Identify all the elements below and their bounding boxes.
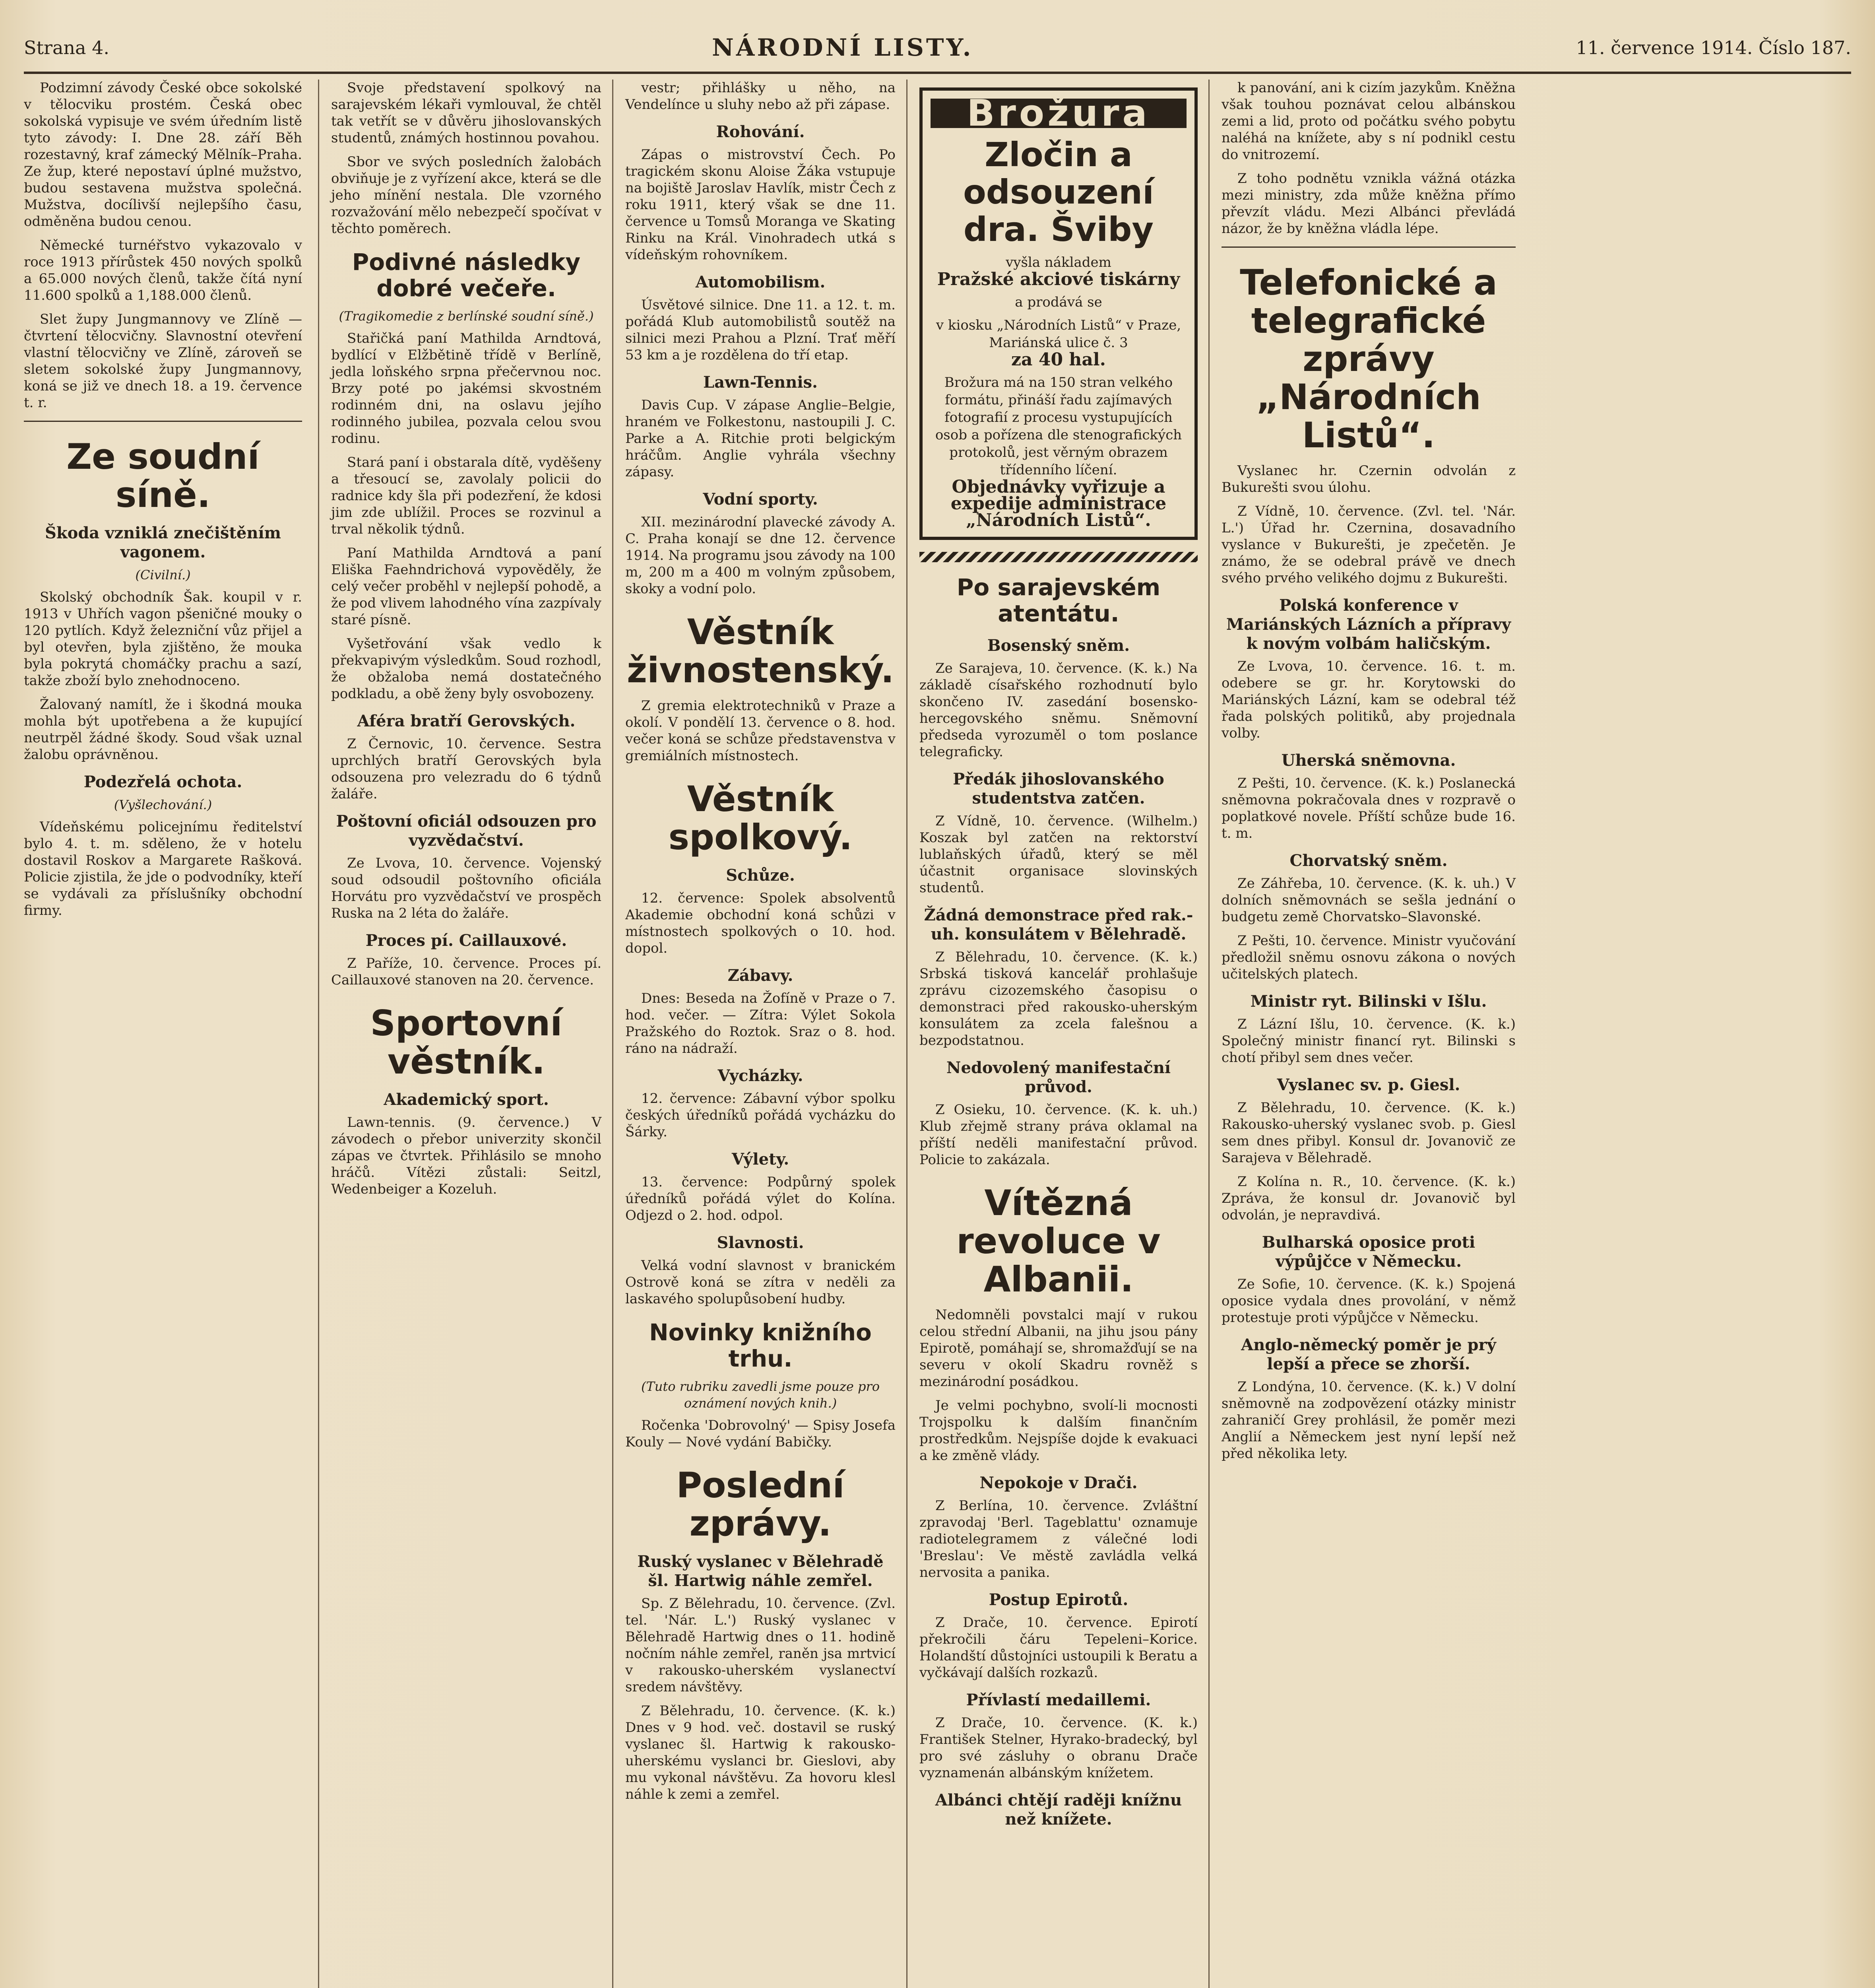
- section-heading: Ze soudní síně.: [66, 436, 260, 515]
- subsection-heading: Schůze.: [726, 866, 795, 885]
- column-1: [24, 80, 314, 1988]
- article-subtitle: (Vyšlechování.): [114, 797, 212, 812]
- article-paragraph: Z Pešti, 10. července. Ministr vyučování předložil sněmu osnovu zákona o nových učitelských platech.: [1222, 933, 1516, 982]
- issue-date: 11. července 1914. Číslo 187.: [1576, 37, 1851, 58]
- subsection-heading: Vycházky.: [717, 1066, 803, 1085]
- article-paragraph: Z Lázní Išlu, 10. července. (K. k.) Společný ministr financí ryt. Bilinski s chotí přibyl sem dnes večer.: [1222, 1016, 1516, 1066]
- section-heading: Rohování.: [716, 122, 805, 141]
- article-paragraph: 12. července: Spolek absolventů Akademie obchodní koná schůzi v místnostech spolkových o 10. hod. dopol.: [625, 890, 896, 956]
- article-title: Uherská sněmovna.: [1281, 751, 1456, 770]
- article-title: Nepokoje v Drači.: [979, 1474, 1138, 1492]
- article-paragraph: Ročenka 'Dobrovolný' — Spisy Josefa Kouly — Nové vydání Babičky.: [625, 1417, 896, 1450]
- article-paragraph: Nedomněli povstalci mají v rukou celou střední Albanii, na jihu jsou pány Epirotě, pomáhají se, shromažďují se na severu v okolí Skadru rovněž s mezinárodní posádkou.: [919, 1307, 1198, 1390]
- article-paragraph: Z Bělehradu, 10. července. (K. k.) Dnes v 9 hod. več. dostavil se ruský vyslanec šl. Hartwig k rakousko-uherskému vyslanci br. Gieslovi, aby mu vykonal návštěvu. Za hovoru klesl náhle k zemi a zemřel.: [625, 1703, 896, 1802]
- article-paragraph: Z Kolína n. R., 10. července. (K. k.) Zpráva, že konsul dr. Jovanovič byl odvolán, je nepravdivá.: [1222, 1174, 1516, 1223]
- ad-address: v kiosku „Národních Listů“ v Praze, Mariánská ulice č. 3: [936, 317, 1181, 351]
- article-title: Přívlastí medaillemi.: [966, 1691, 1151, 1709]
- article-paragraph: Z Paříže, 10. července. Proces pí. Caillauxové stanoven na 20. července.: [331, 955, 601, 988]
- article-paragraph: 12. července: Zábavní výbor spolku českých úředníků pořádá vycházku do Šárky.: [625, 1091, 896, 1140]
- subsection-heading: Slavnosti.: [717, 1233, 804, 1252]
- ad-text: vyšla nákladem: [1006, 254, 1111, 270]
- article-paragraph: Úsvětové silnice. Dne 11. a 12. t. m. pořádá Klub automobilistů soutěž na silnici mezi Prahou a Plzní. Trať měří 53 km a je rozdělena do tří etap.: [625, 297, 896, 363]
- section-subtitle: (Tuto rubriku zavedli jsme pouze pro oznámení nových knih.): [641, 1379, 880, 1411]
- article-title: Vyslanec sv. p. Giesl.: [1277, 1076, 1460, 1094]
- column-2: [318, 80, 613, 1988]
- masthead: [24, 24, 1851, 74]
- article-title: Aféra bratří Gerovských.: [357, 712, 576, 730]
- column-5: [1208, 80, 1528, 1988]
- article-paragraph: Z Osieku, 10. července. (K. k. uh.) Klub zřejmě strany práva oklamal na příští neděli manifestační průvod. Policie to zakázala.: [919, 1102, 1198, 1168]
- article-title: Škoda vzniklá znečištěním vagonem.: [45, 524, 281, 561]
- section-heading: Vítězná revoluce v Albanii.: [956, 1182, 1161, 1300]
- ad-text: a prodává se: [1015, 294, 1102, 310]
- article-paragraph: Ze Lvova, 10. července. Vojenský soud odsoudil poštovního oficiála Horvátu pro vyzvědačství ve prospěch Ruska na 2 léta do žaláře.: [331, 855, 601, 921]
- ad-title: Zločin a odsouzení dra. Šviby: [963, 135, 1154, 249]
- newspaper-title: NÁRODNÍ LISTY.: [712, 34, 973, 62]
- article-paragraph: Stařičká paní Mathilda Arndtová, bydlící v Elžbětině třídě v Berlíně, jedla loňského srpna přečervnou noc. Brzy poté po jakémsi skvostném rodinném dni, na oslavu jejího rodinného jubilea, pozvala celou svou rodinu.: [331, 330, 601, 447]
- article-paragraph: Lawn-tennis. (9. července.) V závodech o přebor univerzity skončil zápas ve čtvrtek. Přihlásilo se mnoho hráčů. Vítězi zůstali: Seitzl, Wedenbeiger a Kozeluh.: [331, 1114, 601, 1197]
- article-paragraph: Stará paní i obstarala dítě, vyděšeny a třesoucí se, zavolaly policii do radnice kdy šla při podezření, že kdosi jim zde ublížil. Proces se rozvinul a trval několik týdnů.: [331, 454, 601, 537]
- article-title: Postup Epirotů.: [989, 1590, 1128, 1609]
- article-paragraph: XII. mezinárodní plavecké závody A. C. Praha konají se dne 12. července 1914. Na programu jsou závody na 100 m, 200 m a 400 m volným způsobem, skoky a vodní polo.: [625, 514, 896, 597]
- article-paragraph: Vídeňskému policejnímu ředitelství bylo 4. t. m. sděleno, že v hotelu dostavil Roskov a Margarete Rašková. Policie zjistila, že jde o podvodníky, kteří se vydávali za příslušníky obchodní firmy.: [24, 819, 302, 918]
- article-paragraph: Sp. Z Bělehradu, 10. července. (Zvl. tel. 'Nár. L.') Ruský vyslanec v Bělehradě Hartwig dnes o 11. hodině nočním náhle zemřel, raněn jsa mrtvicí v rakousko-uherském vyslanectví sredem návštěvy.: [625, 1596, 896, 1695]
- article-title: Anglo-německý poměr je prý lepší a přece se zhorší.: [1241, 1336, 1496, 1373]
- article-paragraph: Paní Mathilda Arndtová a paní Eliška Faehndrichová vypověděly, že celý večer proběhl v nejlepší pohodě, a že pod vlivem lahodného vína zazpívaly staré písně.: [331, 545, 601, 628]
- article-paragraph: Ze Sofie, 10. července. (K. k.) Spojená oposice vydala dnes provolání, v němž protestuje proti výpůjčce v Německu.: [1222, 1276, 1516, 1326]
- columns: [24, 80, 1852, 1988]
- subsection-heading: Výlety.: [731, 1150, 789, 1169]
- article-paragraph: Dnes: Beseda na Žofíně v Praze o 7. hod. večer. — Zítra: Výlet Sokola Pražského do Roztok. Sraz o 8. hod. ráno na nádraží.: [625, 990, 896, 1056]
- article-paragraph: Z Pešti, 10. července. (K. k.) Poslanecká sněmovna pokračovala dnes v rozpravě o poplatkové novele. Příští schůze bude 16. t. m.: [1222, 775, 1516, 841]
- article-paragraph: Ze Lvova, 10. července. 16. t. m. odebere se gr. hr. Korytowski do Mariánských Lázní, kam se odebral též řada polských politiků, aby projednala volby.: [1222, 658, 1516, 741]
- article-title: Ruský vyslanec v Bělehradě šl. Hartwig náhle zemřel.: [637, 1552, 884, 1590]
- subsection-heading: Zábavy.: [727, 966, 793, 985]
- article-paragraph: Podzimní závody České obce sokolské v tělocviku prostém. Česká obec sokolská vypisuje ve svém úředním listě tyto závody: I. Dne 28. září Běh rozestavný, kraf zámecký Mělník–Praha. Ze žup, které nepostaví úplné mužstvo, budou sestavena mužstva společná. Mužstva, docílivší nejlepšího času, odměněna budou cenou.: [24, 80, 302, 229]
- section-heading: Novinky knižního trhu.: [649, 1319, 872, 1372]
- article-title: Předák jihoslovanského studentstva zatčen.: [953, 770, 1164, 808]
- article-title: Chorvatský sněm.: [1289, 851, 1448, 870]
- article-paragraph: Z Černovic, 10. července. Sestra uprchlých bratří Gerovských byla odsouzena pro velezradu do 6 týdnů žaláře.: [331, 736, 601, 802]
- section-heading: Telefonické a telegrafické zprávy „Národních Listů“.: [1240, 262, 1497, 456]
- article-paragraph: Z Bělehradu, 10. července. (K. k.) Srbská tisková kancelář prohlašuje zprávu cizozemského časopisu o demonstraci před rakousko-uherským konsulátem za zcela falešnou a bezpodstatnou.: [919, 949, 1198, 1048]
- article-paragraph: Ze Záhřeba, 10. července. (K. k. uh.) V dolních sněmovnách se sešla jednání o budgetu země Chorvatsko–Slavonské.: [1222, 876, 1516, 925]
- article-paragraph: Zápas o mistrovství Čech. Po tragickém skonu Aloise Žáka vstupuje na bojiště Jaroslav Havlík, mistr Čech z roku 1911, který však se dne 11. července u Tomsů Moranga ve Skating Rinku na Král. Vinohradech utká s vídeňským rohovníkem.: [625, 147, 896, 263]
- article-paragraph: Skolský obchodník Šak. koupil v r. 1913 v Uhřích vagon pšeničné mouky o 120 pytlích. Když železniční vůz přijel a byl otevřen, byla zjištěno, že mouka byla pokrytá chomáčky prachu a sazí, takže zboží bylo znehodnoceno.: [24, 589, 302, 689]
- section-heading: Věstník spolkový.: [668, 779, 853, 858]
- article-title: Akademický sport.: [384, 1090, 549, 1109]
- column-3: [612, 80, 907, 1988]
- article-paragraph: Slet župy Jungmannovy ve Zlíně — čtvrtení tělocvičny. Slavnostní otevření vlastní tělocvičny ve Zlíně, zároveň se sletem sokolské župy Jungmannovy, koná se již ve dnech 18. a 19. července t. r.: [24, 311, 302, 411]
- article-title: Podezřelá ochota.: [83, 773, 242, 791]
- section-heading: Věstník živnostenský.: [626, 612, 894, 691]
- article-paragraph: Velká vodní slavnost v branickém Ostrově koná se zítra v neděli za laskavého spolupůsobení hudby.: [625, 1258, 896, 1307]
- article-paragraph: Vyšetřování však vedlo k překvapivým výsledkům. Soud rozhodl, že obžaloba nemá dostatečného podkladu, a obě ženy byly osvobozeny.: [331, 636, 601, 702]
- article-paragraph: Německé turnéřstvo vykazovalo v roce 1913 přírůstek 450 nových spolků a 65.000 nových členů, takže čítá nyní 11.600 spolků a 1,188.000 členů.: [24, 237, 302, 303]
- article-paragraph: k panování, ani k cizím jazykům. Kněžna však touhou poznávat celou albánskou zemi a lid, proto od počátku svého pobytu naléhá na knížete, aby s ní podnikl cestu do vnitrozemí.: [1222, 80, 1516, 163]
- section-heading: Vodní sporty.: [703, 490, 818, 509]
- column-4: [906, 80, 1210, 1988]
- article-paragraph: Žalovaný namítl, že i škodná mouka mohla být upotřebena a že kupující neutrpěl žádné škody. Soud však uznal žalobu oprávněnou.: [24, 697, 302, 763]
- article-paragraph: Sbor ve svých posledních žalobách obviňuje je z vyřízení akce, která se dle jeho mínění nestala. Dle vzorného rozvažování mělo nebezpečí spočívat v těchto poměrech.: [331, 154, 601, 237]
- article-title: Albánci chtějí raději knížnu než knížete.: [935, 1791, 1182, 1829]
- article-subtitle: (Civilní.): [135, 567, 191, 582]
- article-subtitle: (Tragikomedie z berlínské soudní síně.): [339, 309, 594, 324]
- article-title: Bulharská oposice proti výpůjčce v Německu.: [1262, 1233, 1476, 1271]
- ad-description: Brožura má na 150 stran velkého formátu, přináší řadu zajímavých fotografií z procesu vystupujících osob a pořízena dle stenografických protokolů, jest věrným obrazem třídenního líčení.: [935, 375, 1182, 478]
- article-paragraph: Z toho podnětu vznikla vážná otázka mezi ministry, zda může kněžna přímo převzít vládu. Mezi Albánci převládá názor, že by kněžna vládla lépe.: [1222, 171, 1516, 237]
- article-paragraph: Z Berlína, 10. července. Zvláštní zpravodaj 'Berl. Tageblattu' oznamuje radiotelegramem z válečné lodi 'Breslau': Ve městě zavládla velká nervosita a panika.: [919, 1498, 1198, 1580]
- article-title: Nedovolený manifestační průvod.: [946, 1058, 1171, 1096]
- article-paragraph: Svoje představení spolkový na sarajevském lékaři vymlouval, že chtěl tak vetřít se v důvěru jihoslovanských studentů, známých hostinnou povahou.: [331, 80, 601, 146]
- section-heading: Poslední zprávy.: [676, 1465, 845, 1544]
- article-paragraph: Z Drače, 10. července. Epirotí překročili čáru Tepeleni–Korice. Holandští důstojníci ustoupili k Beratu a vyčkávají dalších rozkazů.: [919, 1615, 1198, 1681]
- article-paragraph: Z Vídně, 10. července. (Zvl. tel. 'Nár. L.') Úřad hr. Czernina, dosavadního vyslance v Bukurešti, je zpečetěn. Je známo, že se odebral právě ve dnech svého prvého velikého dojmu z Bukurešti.: [1222, 503, 1516, 586]
- article-title: Poštovní oficiál odsouzen pro vyzvědačství.: [336, 812, 597, 850]
- article-title: Ministr ryt. Bilinski v Išlu.: [1250, 992, 1487, 1011]
- section-heading: Po sarajevském atentátu.: [956, 574, 1161, 627]
- ad-price: za 40 hal.: [1011, 349, 1106, 370]
- article-paragraph: Vyslanec hr. Czernin odvolán z Bukurešti svou úlohu.: [1222, 463, 1516, 495]
- article-paragraph: Z Vídně, 10. července. (Wilhelm.) Koszak byl zatčen na rektorství lublaňských úřadů, který se měl účastnit organisace slovinských studentů.: [919, 813, 1198, 896]
- divider: [1222, 247, 1516, 248]
- article-paragraph: 13. července: Podpůrný spolek úředníků pořádá výlet do Kolína. Odjezd o 2. hod. odpol.: [625, 1174, 896, 1223]
- article-paragraph: Je velmi pochybno, svolí-li mocnosti Trojspolku k dalším finančním prostředkům. Nejspíše dojde k evakuaci a ke změně vlády.: [919, 1398, 1198, 1464]
- ad-publisher: Pražské akciové tiskárny: [937, 269, 1180, 289]
- article-paragraph: Davis Cup. V zápase Anglie–Belgie, hraném ve Folkestonu, nastoupili J. C. Parke a A. Ritchie proti belgickým hráčům. Anglie vyhrála všechny zápasy.: [625, 397, 896, 480]
- article-title: Polská konference v Mariánských Lázních a přípravy k novým volbám haličským.: [1226, 596, 1511, 653]
- article-title: Žádná demonstrace před rak.-uh. konsulátem v Bělehradě.: [924, 906, 1193, 944]
- section-heading: Sportovní věstník.: [370, 1003, 562, 1082]
- article-paragraph: vestr; přihlášky u něho, na Vendelínce u sluhy nebo až při zápase.: [625, 80, 896, 113]
- divider: [24, 421, 302, 422]
- article-title: Podivné následky dobré večeře.: [352, 248, 581, 302]
- brochure-advertisement: [919, 87, 1198, 540]
- ad-order-info: Objednávky vyřizuje a expedije administrace „Národních Listů“.: [950, 477, 1167, 530]
- article-title: Proces pí. Caillauxové.: [365, 931, 567, 950]
- article-title: Bosenský sněm.: [987, 636, 1130, 655]
- section-heading: Automobilism.: [695, 273, 826, 291]
- article-paragraph: Z Bělehradu, 10. července. (K. k.) Rakousko-uherský vyslanec svob. p. Giesl sem dnes přibyl. Konsul dr. Jovanovič ze Sarajeva v Bělehradě.: [1222, 1100, 1516, 1166]
- article-paragraph: Z Londýna, 10. července. (K. k.) V dolní sněmovně na zodpovězení otázky ministr zahraničí Grey prohlásil, že poměr mezi Anglií a Německem jest nyní lepší než před několika lety.: [1222, 1379, 1516, 1462]
- ad-banner: Brožura: [931, 99, 1187, 128]
- ornamental-border: [919, 552, 1198, 562]
- article-paragraph: Z gremia elektrotechniků v Praze a okolí. V pondělí 13. července o 8. hod. večer koná se schůze představenstva v gremiálních místnostech.: [625, 698, 896, 764]
- article-paragraph: Ze Sarajeva, 10. července. (K. k.) Na základě císařského rozhodnutí bylo skončeno IV. zasedání bosensko-hercegovského sněmu. Sněmovní předseda vyrozuměl o tom poslance telegraficky.: [919, 660, 1198, 760]
- section-heading: Lawn-Tennis.: [703, 373, 818, 392]
- article-paragraph: Z Drače, 10. července. (K. k.) František Stelner, Hyrako-bradecký, byl pro své zásluhy o obranu Drače vyznamenán albánským knížetem.: [919, 1715, 1198, 1781]
- page-number: Strana 4.: [24, 37, 109, 58]
